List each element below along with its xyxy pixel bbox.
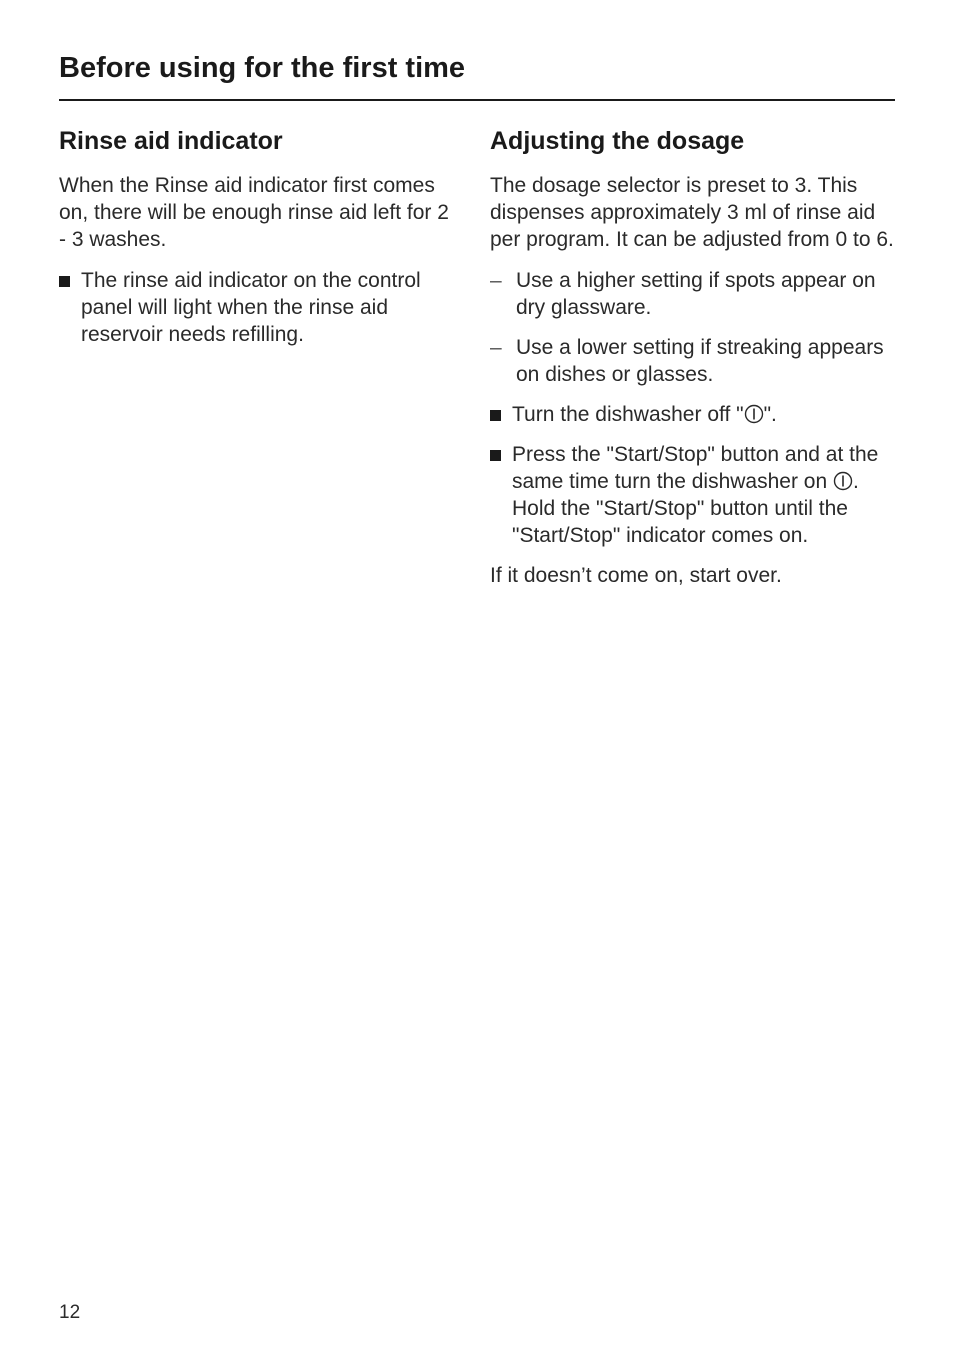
- left-column: [59, 124, 459, 361]
- square-bullet-icon: [490, 410, 501, 421]
- rinse-aid-bullet: [59, 267, 459, 348]
- right-column: [490, 124, 900, 603]
- step-turn-off-text-after: ".: [763, 403, 777, 426]
- section-heading-dosage: Adjusting the dosage: [490, 127, 745, 155]
- square-bullet-icon: [490, 450, 501, 461]
- power-symbol-icon: [744, 404, 764, 424]
- page-title: Before using for the first time: [59, 52, 466, 84]
- dosage-paragraph: The dosage selector is preset to 3. This dispenses approximately 3 ml of rinse aid per program. It can be adjusted from 0 to 6.: [490, 174, 894, 251]
- step-start-stop-text-2: . Hold the "Start/Stop" button until the "Start/Stop" indicator comes on.: [512, 470, 859, 547]
- step-turn-off-text-before: Turn the dishwasher off ": [512, 403, 744, 426]
- square-bullet-icon: [59, 276, 70, 287]
- step-turn-off: [490, 401, 900, 428]
- dash-item-lower: [490, 334, 900, 388]
- page-number: 12: [59, 1302, 81, 1323]
- dash-bullet-icon: –: [490, 269, 502, 292]
- step-start-stop: [490, 441, 900, 549]
- dash-item-higher: [490, 267, 900, 321]
- title-divider: [59, 99, 895, 101]
- power-symbol-icon: [833, 471, 853, 491]
- closing-paragraph: If it doesn’t come on, start over.: [490, 564, 782, 587]
- dash-item-text: Use a higher setting if spots appear on dry glassware.: [516, 269, 876, 319]
- rinse-aid-paragraph: When the Rinse aid indicator first comes on, there will be enough rinse aid left for 2 - 3 washes.: [59, 174, 449, 251]
- dash-bullet-icon: –: [490, 336, 502, 359]
- section-heading-rinse-aid: Rinse aid indicator: [59, 127, 283, 155]
- rinse-aid-bullet-text: The rinse aid indicator on the control panel will light when the rinse aid reservoir needs refilling.: [81, 269, 421, 346]
- step-start-stop-text-1: Press the "Start/Stop" button and at the same time turn the dishwasher on: [512, 443, 879, 493]
- dash-item-text: Use a lower setting if streaking appears on dishes or glasses.: [516, 336, 884, 386]
